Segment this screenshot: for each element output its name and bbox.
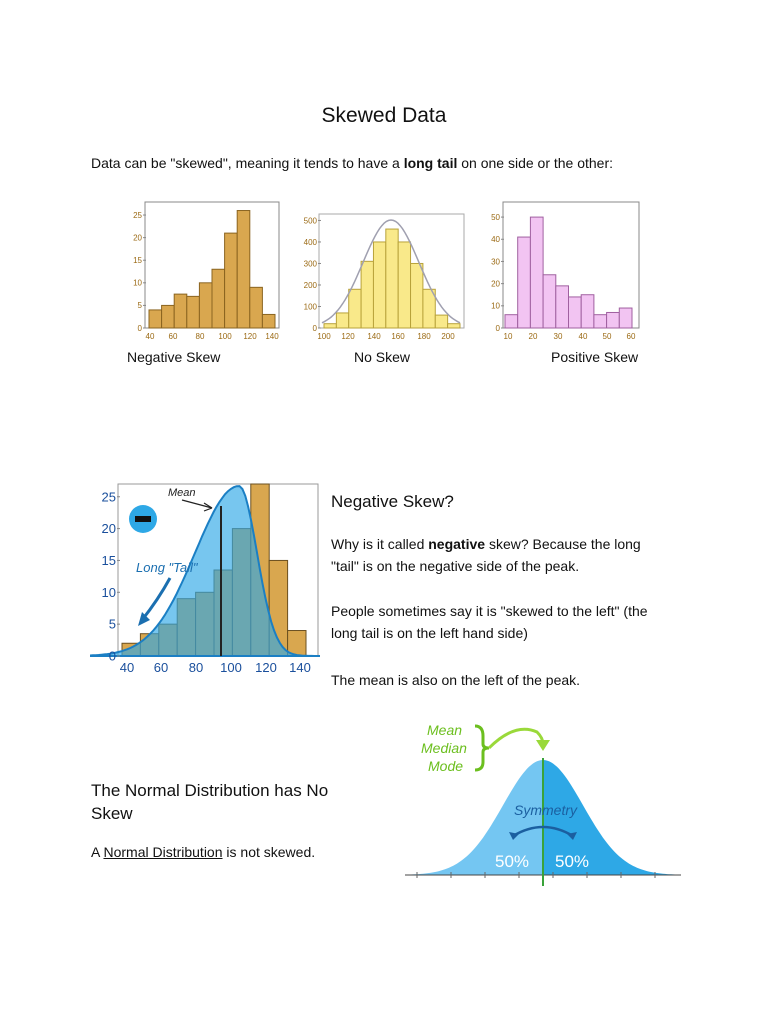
x-tick-label: 100 xyxy=(220,660,242,675)
histogram-bar xyxy=(149,310,162,328)
brace-icon xyxy=(475,726,489,770)
y-tick-label: 400 xyxy=(303,237,317,247)
negative-skew-paragraph-2: People sometimes say it is "skewed to the left" (the long tail is on the left hand side) xyxy=(331,603,648,641)
x-tick-label: 120 xyxy=(341,332,355,341)
no-skew-histogram xyxy=(292,200,472,345)
x-tick-label: 140 xyxy=(289,660,311,675)
x-tick-label: 40 xyxy=(119,660,135,675)
x-tick-label: 40 xyxy=(145,332,155,341)
histogram-bar xyxy=(349,289,361,328)
histogram-bar xyxy=(543,275,556,328)
x-tick-label: 120 xyxy=(243,332,257,341)
histogram-bar xyxy=(435,315,447,328)
histogram-bar xyxy=(336,313,348,328)
normal-distribution-text: A Normal Distribution is not skewed. xyxy=(91,844,316,860)
negative-skew-paragraph-1: Why is it called negative skew? Because the long "tail" is on the negative side of the peak. xyxy=(331,536,641,574)
x-tick-label: 60 xyxy=(168,332,178,341)
histogram-bar xyxy=(518,237,531,328)
x-tick-label: 140 xyxy=(367,332,381,341)
y-tick-label: 25 xyxy=(101,489,116,505)
x-tick-label: 200 xyxy=(441,332,455,341)
long-tail-label: Long "Tail" xyxy=(136,560,198,575)
negative-skew-caption: Negative Skew xyxy=(127,349,221,365)
mean-text: Mean xyxy=(427,722,463,738)
normal-distribution-heading: The Normal Distribution has No Skew xyxy=(91,781,329,823)
y-tick-label: 0 xyxy=(495,323,500,333)
y-tick-label: 20 xyxy=(491,279,500,289)
y-tick-label: 20 xyxy=(101,521,116,537)
green-arrow xyxy=(489,729,543,748)
y-tick-label: 20 xyxy=(133,233,142,243)
y-tick-label: 10 xyxy=(133,278,142,288)
histogram-bar xyxy=(448,324,460,328)
right-percent: 50% xyxy=(555,852,590,871)
y-tick-label: 0 xyxy=(312,323,317,333)
y-tick-label: 500 xyxy=(303,216,317,226)
positive-skew-caption: Positive Skew xyxy=(551,349,639,365)
x-tick-label: 50 xyxy=(602,332,612,341)
histogram-bar xyxy=(174,294,187,328)
y-tick-label: 15 xyxy=(101,552,116,568)
histogram-bar xyxy=(398,242,410,328)
x-tick-label: 180 xyxy=(417,332,431,341)
y-tick-label: 5 xyxy=(108,616,116,632)
y-tick-label: 15 xyxy=(133,256,142,266)
x-tick-label: 80 xyxy=(188,660,204,675)
positive-skew-histogram xyxy=(480,200,645,345)
y-tick-label: 10 xyxy=(101,584,116,600)
histogram-bar xyxy=(225,233,238,328)
histogram-bar xyxy=(212,269,225,328)
histogram-bar xyxy=(262,314,275,328)
mean-label: Mean xyxy=(168,487,196,499)
x-tick-label: 100 xyxy=(218,332,232,341)
negative-skew-illustration xyxy=(90,478,322,678)
y-tick-label: 200 xyxy=(303,280,317,290)
y-tick-label: 30 xyxy=(491,257,500,267)
x-tick-label: 60 xyxy=(626,332,636,341)
normal-distribution-diagram xyxy=(405,718,685,888)
y-tick-label: 10 xyxy=(491,301,500,311)
negative-skew-paragraph-3: The mean is also on the left of the peak. xyxy=(331,672,581,688)
y-tick-label: 50 xyxy=(491,212,500,222)
x-tick-label: 10 xyxy=(503,332,513,341)
histogram-bar xyxy=(607,312,620,328)
negative-skew-heading: Negative Skew? xyxy=(331,492,454,511)
histogram-bar xyxy=(569,297,582,328)
histogram-bar xyxy=(411,263,423,328)
histogram-bar xyxy=(237,211,250,328)
x-tick-label: 100 xyxy=(317,332,331,341)
y-tick-label: 25 xyxy=(133,210,142,220)
histogram-bar xyxy=(530,217,543,328)
intro-text: Data can be "skewed", meaning it tends to have a long tail on one side or the other: xyxy=(91,155,614,171)
histogram-bar xyxy=(386,229,398,328)
y-tick-label: 40 xyxy=(491,235,500,245)
x-tick-label: 20 xyxy=(528,332,538,341)
y-tick-label: 100 xyxy=(303,302,317,312)
normal-distribution-link[interactable]: Normal Distribution xyxy=(103,844,223,860)
left-percent: 50% xyxy=(495,852,530,871)
histogram-bar xyxy=(361,261,373,328)
histogram-bar xyxy=(162,305,175,328)
histogram-bar xyxy=(619,308,632,328)
histogram-bar xyxy=(594,315,607,328)
y-tick-label: 300 xyxy=(303,259,317,269)
y-tick-label: 0 xyxy=(137,323,142,333)
histogram-bar xyxy=(556,286,569,328)
symmetry-label: Symmetry xyxy=(514,802,577,818)
mode-text: Mode xyxy=(428,758,464,774)
y-tick-label: 0 xyxy=(108,648,116,664)
histogram-bar xyxy=(373,242,385,328)
histogram-bar xyxy=(505,315,518,328)
histogram-bar xyxy=(324,324,336,328)
negative-skew-histogram xyxy=(122,200,282,345)
x-tick-label: 30 xyxy=(553,332,563,341)
minus-icon xyxy=(135,516,151,522)
x-tick-label: 80 xyxy=(195,332,205,341)
x-tick-label: 60 xyxy=(153,660,169,675)
page-title: Skewed Data xyxy=(321,104,447,127)
histogram-bar xyxy=(199,283,212,328)
y-tick-label: 5 xyxy=(137,301,142,311)
x-tick-label: 120 xyxy=(255,660,277,675)
histogram-bar xyxy=(187,296,200,328)
x-tick-label: 40 xyxy=(578,332,588,341)
x-tick-label: 140 xyxy=(265,332,279,341)
histogram-bar xyxy=(250,287,263,328)
x-tick-label: 160 xyxy=(391,332,405,341)
median-text: Median xyxy=(421,740,467,756)
histogram-bar xyxy=(581,295,594,328)
no-skew-caption: No Skew xyxy=(354,349,411,365)
